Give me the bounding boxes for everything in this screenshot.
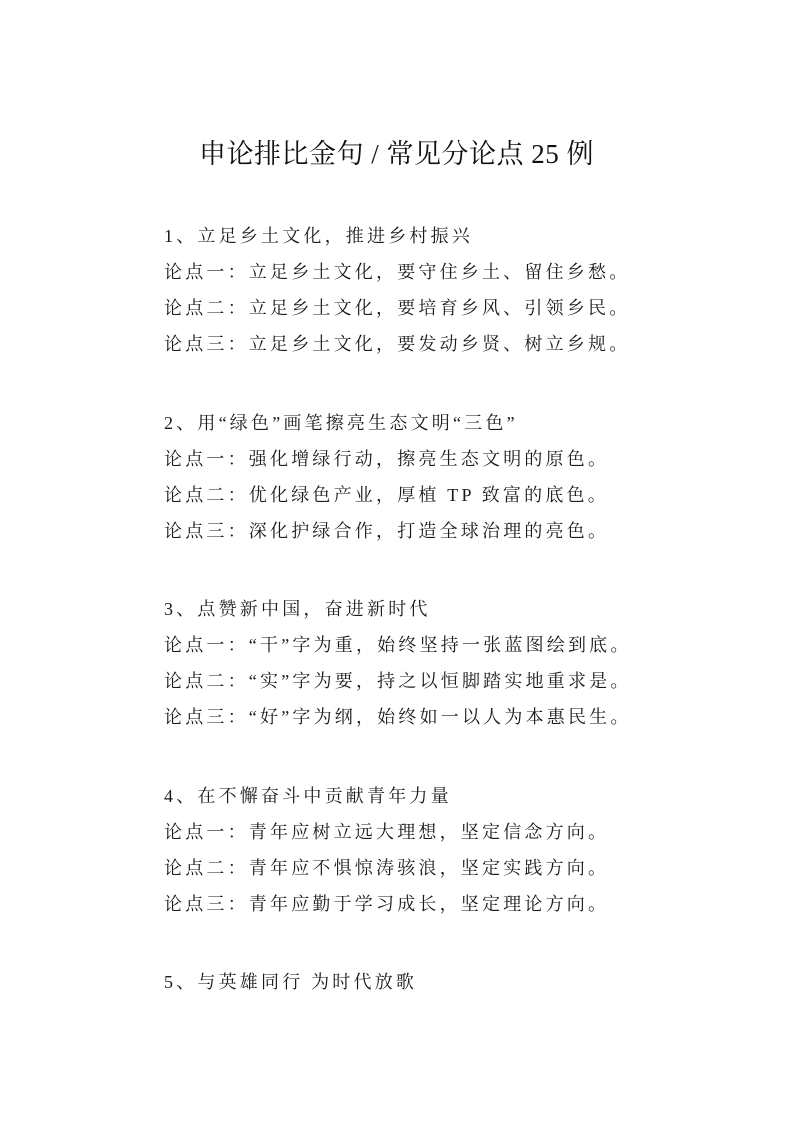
argument-point: 论点三：深化护绿合作，打造全球治理的亮色。	[164, 521, 610, 541]
argument-point: 论点三：立足乡土文化，要发动乡贤、树立乡规。	[164, 334, 631, 354]
argument-point: 论点三：“好”字为纲，始终如一以人为本惠民生。	[164, 707, 632, 727]
section-heading: 3、点赞新中国，奋进新时代	[164, 599, 431, 619]
argument-point: 论点一：强化增绿行动，擦亮生态文明的原色。	[164, 449, 610, 469]
section-3	[164, 591, 664, 735]
section-heading: 4、在不懈奋斗中贡献青年力量	[164, 786, 452, 806]
argument-point: 论点三：青年应勤于学习成长，坚定理论方向。	[164, 894, 610, 914]
argument-point: 论点二：立足乡土文化，要培育乡风、引领乡民。	[164, 298, 631, 318]
argument-point: 论点二：青年应不惧惊涛骇浪，坚定实践方向。	[164, 858, 610, 878]
document-title: 申论排比金句 / 常见分论点 25 例	[198, 139, 594, 169]
section-5	[164, 964, 664, 1000]
section-heading: 2、用“绿色”画笔擦亮生态文明“三色”	[164, 413, 518, 433]
argument-point: 论点一：青年应树立远大理想，坚定信念方向。	[164, 822, 610, 842]
section-1	[164, 218, 664, 362]
argument-point: 论点一：“干”字为重，始终坚持一张蓝图绘到底。	[164, 635, 632, 655]
section-heading: 5、与英雄同行 为时代放歌	[164, 972, 418, 992]
argument-point: 论点二：“实”字为要，持之以恒脚踏实地重求是。	[164, 671, 632, 691]
argument-point: 论点一：立足乡土文化，要守住乡土、留住乡愁。	[164, 262, 631, 282]
section-heading: 1、立足乡土文化，推进乡村振兴	[164, 226, 473, 246]
section-4	[164, 778, 664, 922]
argument-point: 论点二：优化绿色产业，厚植 TP 致富的底色。	[164, 485, 609, 505]
section-2	[164, 405, 664, 549]
